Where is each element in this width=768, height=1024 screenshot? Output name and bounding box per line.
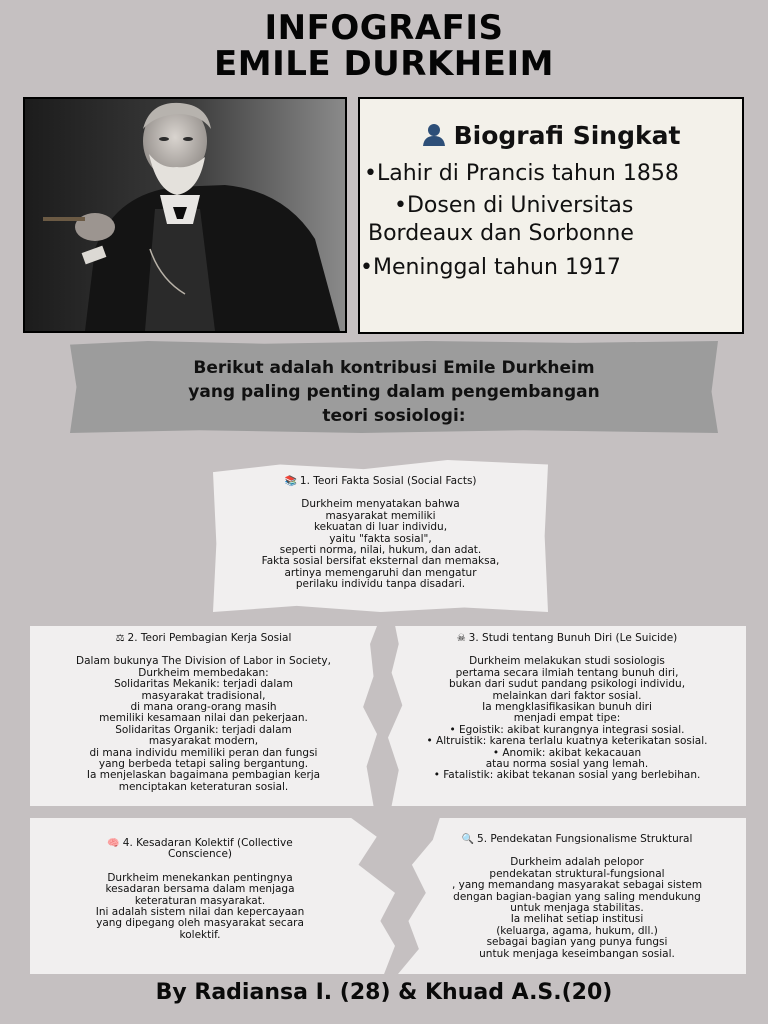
- card-title: 📚 1. Teori Fakta Sosial (Social Facts): [284, 475, 477, 487]
- card-body: Durkheim menyatakan bahwa masyarakat memiliki kekuatan di luar individu, yaitu "fakta sosial", seperti norma, nilai, hukum, dan adat. Fakta sosial bersifat eksternal dan memaksa, artinya memengaruhi dan mengatur perilaku individu tanpa disadari.: [261, 498, 500, 591]
- intro-line: Berikut adalah kontribusi Emile Durkheim: [193, 358, 595, 378]
- card-body: Dalam bukunya The Division of Labor in Society, Durkheim membedakan: Solidaritas Mekanik: terjadi dalam masyarakat tradisional, di mana orang-orang masih memiliki kesamaan nilai dan pekerjaan. Solidaritas Organik: terjadi dalam masyarakat modern, di mana individu memiliki peran dan fungsi yang berbeda tetapi saling bergantung. Ia menjelaskan bagaimana pembagian kerja menciptakan keteraturan sosial.: [76, 655, 331, 793]
- card-collective-conscience-content: [30, 838, 370, 941]
- person-icon: [422, 122, 446, 152]
- intro-banner-text: [70, 356, 718, 428]
- portrait-photo: [23, 97, 347, 333]
- page-title-line-2: EMILE DURKHEIM: [214, 44, 554, 84]
- biography-title-text: Biografi Singkat: [453, 121, 681, 150]
- card-suicide-study-content: [388, 633, 746, 782]
- brain-icon: 🧠: [107, 838, 120, 849]
- card-body: Durkheim adalah pelopor pendekatan struktural-fungsional , yang memandang masyarakat sebagai sistem dengan bagian-bagian yang saling mendukung untuk menjaga stabilitas. Ia melihat setiap institusi (keluarga, agama, hukum, dll.) sebagai bagian yang punya fungsi untuk menjaga keseimbangan sosial.: [451, 856, 703, 960]
- page-title-line-1: INFOGRAFIS: [264, 8, 504, 48]
- skull-icon: ☠: [456, 633, 466, 644]
- biography-title: [360, 121, 742, 152]
- intro-line: yang paling penting dalam pengembangan: [188, 382, 600, 402]
- card-title: 🧠 4. Kesadaran Kolektif (Collective Conscience): [107, 837, 293, 861]
- bio-line-lecturer: •Dosen di Universitas: [394, 193, 634, 218]
- intro-line: teori sosiologi:: [322, 406, 466, 426]
- biography-box: [358, 97, 744, 334]
- card-title: 🔍 5. Pendekatan Fungsionalisme Struktural: [461, 833, 693, 845]
- card-title: ⚖ 2. Teori Pembagian Kerja Sosial: [115, 632, 292, 644]
- card-body: Durkheim melakukan studi sosiologis pertama secara ilmiah tentang bunuh diri, bukan dari sudut pandang psikologi individu, melainkan dari faktor sosial. Ia mengklasifikasikan bunuh diri menjadi empat tipe: • Egoistik: akibat kurangnya integrasi sosial. • Altruistik: karena terlalu kuatnya keterikatan sosial. • Anomik: akibat kekacauan atau norma sosial yang lemah. • Fatalistik: akibat tekanan sosial yang berlebihan.: [426, 655, 708, 782]
- bio-line-death: •Meninggal tahun 1917: [360, 255, 621, 280]
- bio-line-universities: Bordeaux dan Sorbonne: [368, 221, 634, 246]
- card-title: ☠ 3. Studi tentang Bunuh Diri (Le Suicide): [456, 632, 678, 644]
- books-icon: 📚: [284, 476, 297, 487]
- card-body: Durkheim menekankan pentingnya kesadaran bersama dalam menjaga keteraturan masyarakat. Ini adalah sistem nilai dan kepercayaan yang dipegang oleh masyarakat secara kolektif.: [95, 871, 305, 941]
- author-credit: By Radiansa I. (28) & Khuad A.S.(20): [155, 980, 613, 1005]
- scales-icon: ⚖: [115, 633, 125, 644]
- magnifier-icon: 🔍: [461, 834, 475, 845]
- card-structural-functionalism-content: [408, 834, 746, 960]
- card-social-facts-content: [213, 476, 548, 591]
- card-division-of-labor-content: [30, 633, 377, 793]
- bio-line-birth: •Lahir di Prancis tahun 1858: [364, 161, 679, 186]
